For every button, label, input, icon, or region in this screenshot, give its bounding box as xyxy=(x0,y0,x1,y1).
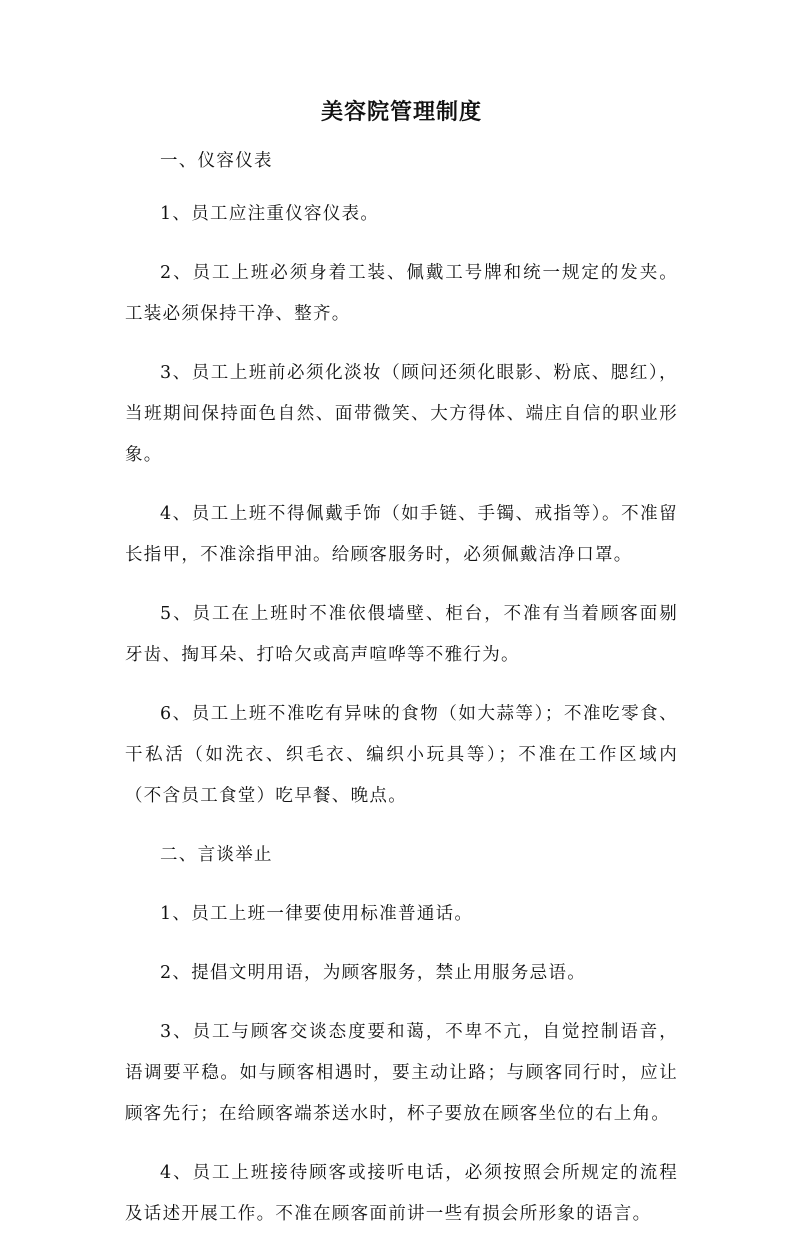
paragraph: 1、员工应注重仪容仪表。 xyxy=(160,204,380,224)
paragraph: 3、员工与顾客交谈态度要和蔼，不卑不亢，自觉控制语音，语调要平稳。如与顾客相遇时，要主动让路；与顾客同行时，应让顾客先行；在给顾客端茶送水时，杯子要放在顾客坐位的右上角。 xyxy=(125,1022,678,1124)
paragraph: 2、提倡文明用语，为顾客服务，禁止用服务忌语。 xyxy=(160,963,587,983)
paragraph: 1、员工上班一律要使用标准普通话。 xyxy=(160,904,474,924)
section-heading: 一、仪容仪表 xyxy=(160,151,273,171)
paragraph: 6、员工上班不准吃有异味的食物（如大蒜等）；不准吃零食、干私活（如洗衣、织毛衣、编织小玩具等）；不准在工作区域内（不含员工食堂）吃早餐、晚点。 xyxy=(125,704,678,806)
paragraph: 4、员工上班不得佩戴手饰（如手链、手镯、戒指等）。不准留长指甲，不准涂指甲油。给顾客服务时，必须佩戴洁净口罩。 xyxy=(125,504,678,565)
paragraph: 2、员工上班必须身着工装、佩戴工号牌和统一规定的发夹。工装必须保持干净、整齐。 xyxy=(125,263,678,324)
paragraph: 4、员工上班接待顾客或接听电话，必须按照会所规定的流程及话述开展工作。不准在顾客面前讲一些有损会所形象的语言。 xyxy=(125,1163,678,1224)
paragraph: 5、员工在上班时不准依偎墙壁、柜台，不准有当着顾客面剔牙齿、掏耳朵、打哈欠或高声喧哗等不雅行为。 xyxy=(125,604,678,665)
document-body xyxy=(125,146,678,1235)
paragraph: 3、员工上班前必须化淡妆（顾问还须化眼影、粉底、腮红），当班期间保持面色自然、面带微笑、大方得体、端庄自信的职业形象。 xyxy=(125,363,678,465)
section-heading: 二、言谈举止 xyxy=(160,845,273,865)
page-title: 美容院管理制度 xyxy=(320,100,482,125)
